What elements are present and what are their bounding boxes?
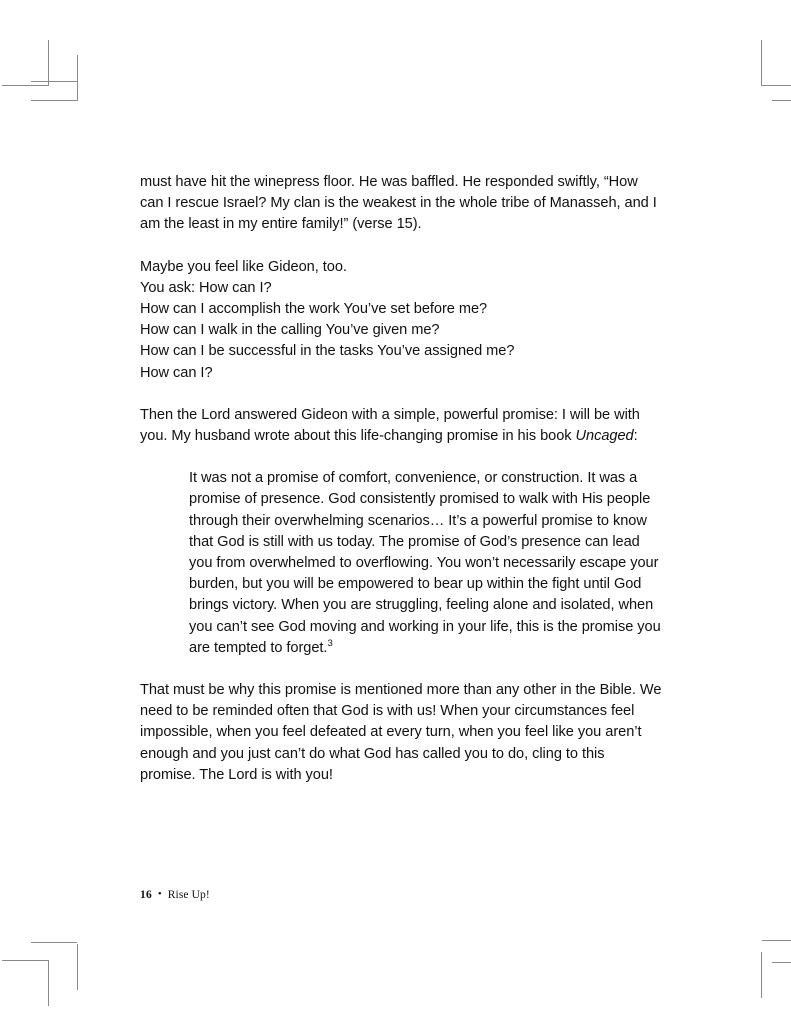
- stanza-line: How can I accomplish the work You’ve set before me?: [140, 301, 488, 318]
- crop-mark-bottom-left-horizontal-bleed: [31, 942, 77, 943]
- stanza-line: You ask: How can I?: [140, 279, 272, 296]
- book-title-italic: Uncaged: [575, 428, 634, 445]
- footer-separator-bullet: •: [157, 888, 162, 900]
- paragraph-promise-intro: [140, 405, 662, 447]
- body-text-column: [140, 172, 662, 786]
- page-number: 16: [140, 889, 152, 901]
- crop-mark-bottom-left-vertical-outer: [48, 960, 49, 1006]
- crop-mark-top-left-vertical-outer: [48, 40, 49, 86]
- crop-mark-bottom-right-horizontal-bleed: [762, 940, 791, 941]
- quotation-text: It was not a promise of comfort, convenience, or construction. It was a promise of presence. God consistently promised to walk with His people through their overwhelming scenarios… It’s a powerful promise to know that God is still with us today. The promise of God’s presence can lead you from overwhelmed to overflowing. You won’t necessarily escape your burden, but you will be empowered to bear up within the fight until God brings victory. When you are struggling, feeling alone and isolated, when you can’t see God moving and working in your life, this is the promise you are tempted to forget.: [189, 470, 661, 656]
- crop-mark-bottom-right-vertical: [761, 952, 762, 998]
- paragraph-text-tail: :: [633, 428, 638, 445]
- crop-mark-top-right-vertical: [761, 40, 762, 86]
- quotation-text-block: [189, 468, 662, 659]
- crop-mark-top-right-horizontal-bleed: [772, 100, 791, 101]
- stanza-line: How can I?: [140, 364, 213, 381]
- stanza-line: How can I walk in the calling You’ve given me?: [140, 322, 440, 339]
- crop-mark-bottom-left-horizontal-outer: [2, 960, 48, 961]
- question-stanza: [140, 257, 662, 384]
- crop-mark-bottom-right-horizontal-outer: [772, 962, 791, 963]
- paragraph-closing: That must be why this promise is mentioned more than any other in the Bible. We need to be reminded often that God is with us! When your circumstances feel impossible, when you feel defeated at every turn, when you feel like you aren’t enough and you just can’t do what God has called you to do, cling to this promise. The Lord is with you!: [140, 682, 662, 783]
- crop-mark-top-left-horizontal-bleed: [31, 100, 77, 101]
- paragraph-text-lead: Then the Lord answered Gideon with a simple, powerful promise: I will be with you. My husband wrote about this life-changing promise in his book: [140, 406, 640, 445]
- page-footer: [140, 889, 210, 901]
- crop-mark-top-left-vertical-inner: [77, 55, 78, 101]
- footer-book-title: Rise Up!: [167, 889, 210, 901]
- crop-mark-top-right-horizontal-outer: [762, 85, 791, 86]
- stanza-line: Maybe you feel like Gideon, too.: [140, 258, 347, 275]
- crop-mark-bottom-left-vertical-inner: [77, 944, 78, 990]
- block-quotation: [140, 468, 662, 659]
- paragraph-continuation: must have hit the winepress floor. He was baffled. He responded swiftly, “How can I rescue Israel? My clan is the weakest in the whole tribe of Manasseh, and I am the least in my entire family!” (verse 15).: [140, 174, 657, 233]
- footnote-reference-marker: 3: [327, 638, 333, 649]
- crop-mark-top-left-horizontal-outer: [2, 85, 48, 86]
- crop-mark-top-left-horizontal-inner: [31, 81, 77, 82]
- stanza-line: How can I be successful in the tasks You’ve assigned me?: [140, 343, 515, 360]
